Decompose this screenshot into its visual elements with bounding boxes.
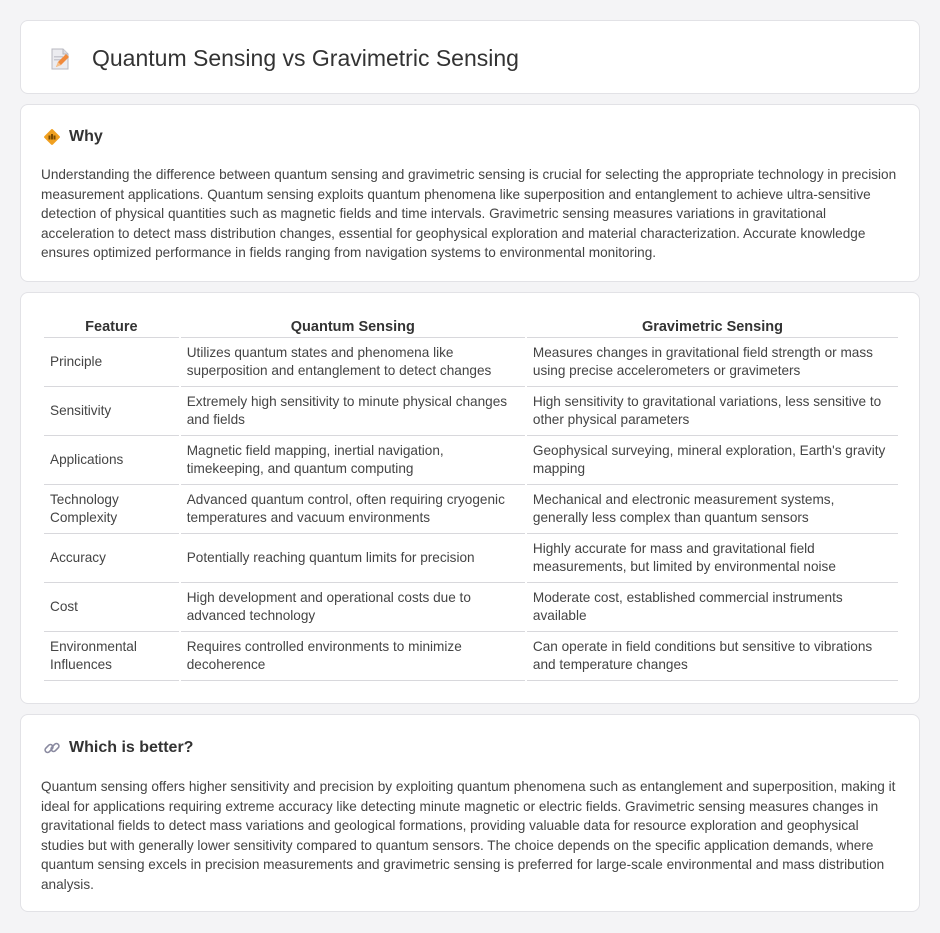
header-card (20, 20, 920, 94)
quantum-cell: Extremely high sensitivity to minute physical changes and fields (181, 387, 525, 436)
page-title: Quantum Sensing vs Gravimetric Sensing (92, 45, 519, 71)
link-icon (43, 739, 61, 757)
table-row (44, 534, 898, 583)
comparison-table (42, 317, 900, 681)
quantum-cell: Utilizes quantum states and phenomena like superposition and entanglement to detect changes (181, 338, 525, 387)
header-gravimetric: Gravimetric Sensing (527, 317, 898, 338)
feature-cell: Accuracy (44, 534, 179, 583)
why-heading: Why (69, 128, 103, 145)
feature-cell: Principle (44, 338, 179, 387)
feature-cell: Applications (44, 436, 179, 485)
quantum-cell: Magnetic field mapping, inertial navigation, timekeeping, and quantum computing (181, 436, 525, 485)
gravimetric-cell: Highly accurate for mass and gravitational field measurements, but limited by environmental noise (527, 534, 898, 583)
gravimetric-cell: Measures changes in gravitational field strength or mass using precise accelerometers or gravimeters (527, 338, 898, 387)
which-is-better-card (20, 714, 920, 912)
better-heading: Which is better? (69, 739, 194, 756)
feature-cell: Environmental Influences (44, 632, 179, 681)
why-card (20, 104, 920, 282)
why-body: Understanding the difference between quantum sensing and gravimetric sensing is crucial for selecting the appropriate technology in precision measurement applications. Quantum sensing exploits quantum phenomena like superposition and entanglement to achieve ultra-sensitive detection of physical quantities such as magnetic fields and time intervals. Gravimetric sensing measures variations in gravitational acceleration to detect mass distribution changes, essential for geophysical exploration and material characterization. Accurate knowledge ensures optimized performance in fields ranging from navigation systems to environmental monitoring. (41, 167, 897, 260)
gravimetric-cell: Moderate cost, established commercial instruments available (527, 583, 898, 632)
table-header-row (44, 317, 898, 338)
comparison-card (20, 292, 920, 704)
gravimetric-cell: Can operate in field conditions but sensitive to vibrations and temperature changes (527, 632, 898, 681)
feature-cell: Cost (44, 583, 179, 632)
diamond-sign-icon (43, 128, 61, 146)
quantum-cell: High development and operational costs due to advanced technology (181, 583, 525, 632)
feature-cell: Technology Complexity (44, 485, 179, 534)
table-row (44, 436, 898, 485)
table-row (44, 485, 898, 534)
header-quantum: Quantum Sensing (181, 317, 525, 338)
quantum-cell: Advanced quantum control, often requiring cryogenic temperatures and vacuum environments (181, 485, 525, 534)
feature-cell: Sensitivity (44, 387, 179, 436)
gravimetric-cell: High sensitivity to gravitational variations, less sensitive to other physical parameters (527, 387, 898, 436)
gravimetric-cell: Geophysical surveying, mineral exploration, Earth's gravity mapping (527, 436, 898, 485)
quantum-cell: Requires controlled environments to minimize decoherence (181, 632, 525, 681)
table-row (44, 387, 898, 436)
better-body: Quantum sensing offers higher sensitivity and precision by exploiting quantum phenomena such as entanglement and superposition, making it ideal for applications requiring extreme accuracy like detecting minute magnetic or electric fields. Gravimetric sensing measures changes in gravitational fields to detect mass variations and geological formations, providing valuable data for resource exploration and geophysical studies but with generally lower sensitivity compared to quantum sensors. The choice depends on the specific application demands, where quantum sensing excels in precision measurements and gravimetric sensing is preferred for large-scale environmental and mass distribution analysis. (41, 779, 896, 892)
table-row (44, 583, 898, 632)
document-pencil-icon (48, 47, 72, 71)
gravimetric-cell: Mechanical and electronic measurement systems, generally less complex than quantum sensors (527, 485, 898, 534)
table-row (44, 632, 898, 681)
table-row (44, 338, 898, 387)
better-heading-row (43, 739, 193, 757)
why-heading-row (43, 128, 103, 146)
header-feature: Feature (44, 317, 179, 338)
quantum-cell: Potentially reaching quantum limits for precision (181, 534, 525, 583)
